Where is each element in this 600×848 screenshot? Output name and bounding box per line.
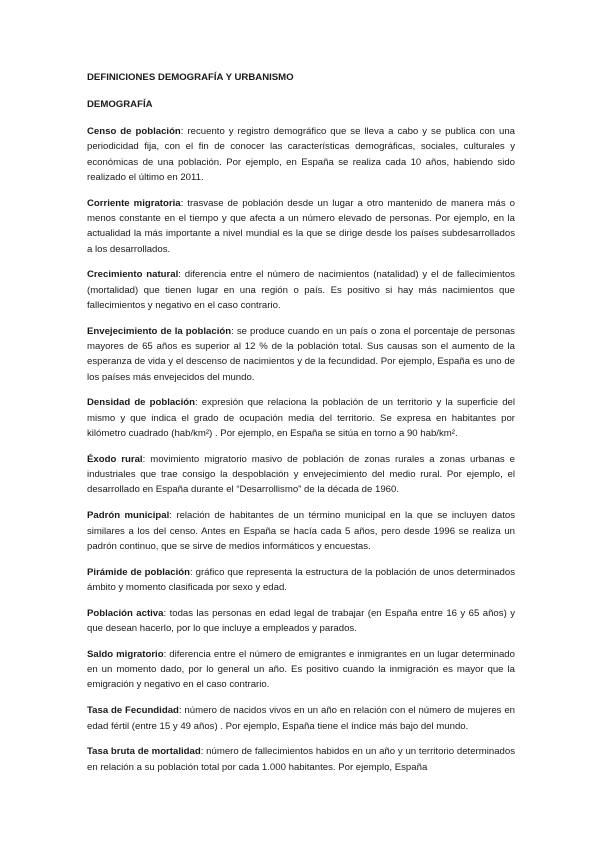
definition-text: : número de nacidos vivos en un año en relación con el número de mujeres en edad fértil (entre 15 y 49 años) . Por ejemplo, España tiene el índice más bajo del mundo. (87, 705, 515, 732)
definition-entry (87, 124, 515, 185)
definition-entry (87, 452, 515, 498)
definition-entry (87, 606, 515, 637)
definition-term: Envejecimiento de la población (87, 325, 232, 337)
definition-entry (87, 744, 515, 775)
section-heading: DEMOGRAFÍA (87, 99, 153, 110)
definition-text: : número de fallecimientos habidos en un año y un territorio determinados en relación a su población total por cada 1.000 habitantes. Por ejemplo, España (87, 746, 516, 773)
definition-term: Éxodo rural (87, 453, 143, 465)
definition-text: : trasvase de población desde un lugar a otro mantenido de manera más o menos constante en el tiempo y que afecta a un número elevado de personas. Por ejemplo, en la actualidad la más importante a nivel mundial es la que se dirige desde los países subdesarrollados a los desarrollados. (87, 197, 515, 255)
document-body (87, 70, 515, 785)
definition-term: Población activa (87, 607, 164, 619)
definition-entry (87, 395, 515, 441)
definition-term: Tasa de Fecundidad (87, 705, 179, 717)
definition-text: : se produce cuando en un país o zona el porcentaje de personas mayores de 65 años es superior al 12 % de la población total. Sus causas son el aumento de la esperanza de vida y el descenso de nacimientos y de la fecundidad. Por ejemplo, España es uno de los países más envejecidos del mundo. (87, 325, 515, 383)
definition-entry (87, 324, 515, 385)
definition-term: Corriente migratoria (87, 197, 181, 209)
definition-term: Densidad de población (87, 397, 195, 409)
definition-entry (87, 267, 515, 313)
definition-text: : diferencia entre el número de nacimientos (natalidad) y el de fallecimientos (mortalidad) que tienen lugar en una región o país. Es positivo si hay más nacimientos que fallecimientos y negativo en el caso contrario. (87, 269, 515, 311)
definition-term: Saldo migratorio (87, 648, 164, 660)
document-title: DEFINICIONES DEMOGRAFÍA Y URBANISMO (87, 72, 294, 83)
definition-term: Crecimiento natural (87, 269, 179, 281)
definition-text: : recuento y registro demográfico que se lleva a cabo y se publica con una periodicidad fija, con el fin de conocer las características demográficas, sociales, culturales y económicas de una población. Por ejemplo, en España se realiza cada 10 años, habiendo sido realizado el último en 2011. (87, 126, 515, 183)
definition-term: Tasa bruta de mortalidad (87, 746, 201, 758)
definition-text: : expresión que relaciona la población de un territorio y la superficie del mismo y que indica el grado de ocupación media del territorio. Se expresa en habitantes por kilómetro cuadrado (hab/km²) . Por ejemplo, en España se sitúa en torno a 90 hab/km². (87, 397, 516, 440)
definition-term: Censo de población (87, 126, 181, 137)
definition-text: : diferencia entre el número de emigrantes e inmigrantes en un lugar determinado en un momento dado, por lo general un año. Es positivo cuando la inmigración es mayor que la emigración y negativo en el caso contrario. (87, 648, 515, 691)
definition-entry (87, 703, 515, 734)
definition-term: Padrón municipal (87, 510, 170, 522)
definition-entry (87, 508, 515, 554)
definition-text: : relación de habitantes de un término municipal en la que se incluyen datos similares a los del censo. Antes en España se hacía cada 5 años, pero desde 1996 se realiza un padrón continuo, que se sirve de medios informáticos y encuestas. (87, 510, 515, 552)
definition-entry (87, 647, 515, 693)
definition-term: Pirámide de población (87, 566, 190, 578)
definition-text: : movimiento migratorio masivo de población de zonas rurales a zonas urbanas e industriales que trae consigo la despoblación y envejecimiento del medio rural. Por ejemplo, el desarrollado en España durante el “Desarrollismo” de la década de 1960. (87, 453, 515, 496)
definition-entry (87, 196, 515, 257)
definition-text: : gráfico que representa la estructura de la población de unos determinados ámbito y momento clasificada por sexo y edad. (87, 566, 516, 593)
definition-entry (87, 565, 515, 596)
definition-text: : todas las personas en edad legal de trabajar (en España entre 16 y 65 años) y que desean hacerlo, por lo que incluye a empleados y parados. (87, 607, 515, 635)
